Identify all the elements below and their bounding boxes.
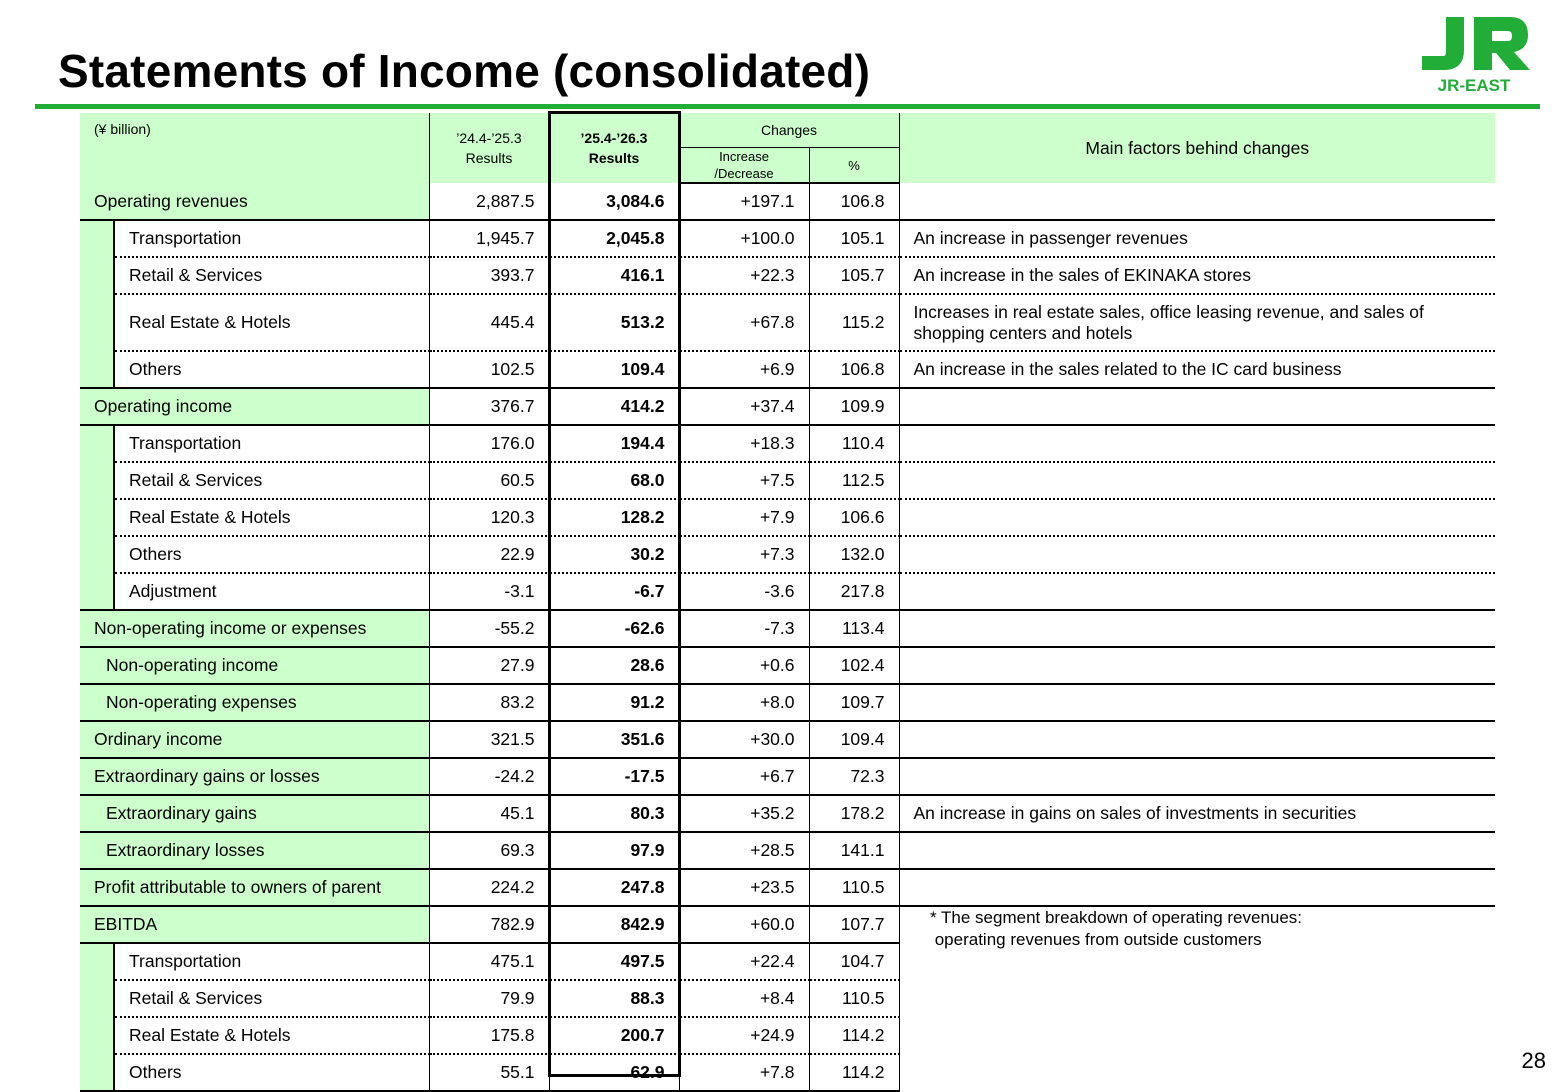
table-row (80, 684, 1495, 721)
change-cell: +18.3 (679, 425, 809, 462)
table-row (80, 758, 1495, 795)
factor-cell (899, 499, 1495, 536)
percent-cell: 109.4 (809, 721, 899, 758)
indent-spacer (80, 257, 114, 294)
percent-cell: 106.6 (809, 499, 899, 536)
prev-results-cell: 176.0 (429, 425, 549, 462)
current-results-cell: 416.1 (549, 257, 679, 294)
indent-spacer (80, 425, 114, 462)
row-label: Profit attributable to owners of parent (80, 869, 429, 906)
prev-results-cell: 22.9 (429, 536, 549, 573)
change-cell: +35.2 (679, 795, 809, 832)
percent-cell: 106.8 (809, 183, 899, 220)
factor-cell (899, 1054, 1495, 1091)
factor-cell (899, 536, 1495, 573)
row-label: Operating revenues (80, 183, 429, 220)
row-label: Adjustment (114, 573, 429, 610)
change-cell: +8.4 (679, 980, 809, 1017)
header-increase-decrease: Increase /Decrease (679, 148, 809, 184)
row-label: Real Estate & Hotels (114, 294, 429, 351)
title-underline (35, 104, 1540, 109)
factor-cell (899, 425, 1495, 462)
change-cell: +24.9 (679, 1017, 809, 1054)
factor-cell (899, 610, 1495, 647)
factor-cell: Increases in real estate sales, office leasing revenue, and sales of shopping centers and hotels (899, 294, 1495, 351)
prev-results-cell: 782.9 (429, 906, 549, 943)
logo-text: JR-EAST (1437, 76, 1511, 94)
current-results-cell: 2,045.8 (549, 220, 679, 257)
prev-results-cell: -3.1 (429, 573, 549, 610)
table-row (80, 980, 1495, 1017)
prev-results-cell: 376.7 (429, 388, 549, 425)
change-cell: +197.1 (679, 183, 809, 220)
change-cell: +60.0 (679, 906, 809, 943)
factor-cell (899, 183, 1495, 220)
table-row (80, 573, 1495, 610)
percent-cell: 110.4 (809, 425, 899, 462)
percent-cell: 113.4 (809, 610, 899, 647)
current-results-cell: 128.2 (549, 499, 679, 536)
note-line: operating revenues from outside customers (930, 930, 1262, 949)
header-factors: Main factors behind changes (899, 113, 1495, 183)
current-results-cell: -6.7 (549, 573, 679, 610)
percent-cell: 104.7 (809, 943, 899, 980)
factor-cell (899, 832, 1495, 869)
row-label: Retail & Services (114, 980, 429, 1017)
header-percent: % (809, 148, 899, 184)
percent-cell: 105.1 (809, 220, 899, 257)
table-row (80, 499, 1495, 536)
current-results-cell: 200.7 (549, 1017, 679, 1054)
percent-cell: 107.7 (809, 906, 899, 943)
current-results-cell: 62.9 (549, 1054, 679, 1091)
indent-spacer (80, 573, 114, 610)
jr-east-logo-icon (1418, 14, 1532, 94)
table-row (80, 183, 1495, 220)
current-results-cell: 109.4 (549, 351, 679, 388)
percent-cell: 109.7 (809, 684, 899, 721)
row-label: Real Estate & Hotels (114, 499, 429, 536)
row-label: EBITDA (80, 906, 429, 943)
row-label: Retail & Services (114, 462, 429, 499)
row-label: Retail & Services (114, 257, 429, 294)
jr-east-logo (1418, 14, 1532, 94)
change-cell: +100.0 (679, 220, 809, 257)
change-cell: +7.9 (679, 499, 809, 536)
factor-cell (899, 980, 1495, 1017)
row-label: Transportation (114, 943, 429, 980)
change-cell: +7.8 (679, 1054, 809, 1091)
factor-cell (899, 462, 1495, 499)
factor-cell: An increase in the sales related to the IC card business (899, 351, 1495, 388)
factor-cell (899, 684, 1495, 721)
current-results-cell: 351.6 (549, 721, 679, 758)
change-cell: +8.0 (679, 684, 809, 721)
current-results-cell: 80.3 (549, 795, 679, 832)
row-label: Extraordinary losses (80, 832, 429, 869)
prev-results-cell: -24.2 (429, 758, 549, 795)
indent-spacer (80, 462, 114, 499)
indent-spacer (80, 980, 114, 1017)
unit-label: (¥ billion) (80, 113, 429, 183)
prev-results-cell: 321.5 (429, 721, 549, 758)
header-cur-period: ’25.4-’26.3 Results (549, 113, 679, 183)
indent-spacer (80, 220, 114, 257)
table-row (80, 795, 1495, 832)
percent-cell: 72.3 (809, 758, 899, 795)
table-row (80, 610, 1495, 647)
change-cell: +6.7 (679, 758, 809, 795)
header-changes: Changes (679, 113, 899, 148)
percent-cell: 132.0 (809, 536, 899, 573)
factor-cell: An increase in passenger revenues (899, 220, 1495, 257)
factor-cell (899, 721, 1495, 758)
factor-cell: An increase in gains on sales of investments in securities (899, 795, 1495, 832)
row-label: Transportation (114, 425, 429, 462)
segment-note (930, 907, 1302, 951)
current-results-cell: 247.8 (549, 869, 679, 906)
factor-cell (899, 647, 1495, 684)
prev-results-cell: 69.3 (429, 832, 549, 869)
table-row (80, 220, 1495, 257)
indent-spacer (80, 294, 114, 351)
indent-spacer (80, 351, 114, 388)
note-line: * The segment breakdown of operating revenues: (930, 908, 1303, 927)
change-cell: +7.3 (679, 536, 809, 573)
table-row (80, 1017, 1495, 1054)
page-number: 28 (1521, 1048, 1546, 1073)
current-results-cell: 91.2 (549, 684, 679, 721)
row-label: Non-operating income or expenses (80, 610, 429, 647)
row-label: Transportation (114, 220, 429, 257)
prev-results-cell: 55.1 (429, 1054, 549, 1091)
percent-cell: 110.5 (809, 869, 899, 906)
percent-cell: 114.2 (809, 1054, 899, 1091)
percent-cell: 106.8 (809, 351, 899, 388)
change-cell: +37.4 (679, 388, 809, 425)
prev-results-cell: 2,887.5 (429, 183, 549, 220)
factor-cell (899, 388, 1495, 425)
indent-spacer (80, 1017, 114, 1054)
row-label: Others (114, 351, 429, 388)
table-row (80, 869, 1495, 906)
page-title: Statements of Income (consolidated) (58, 45, 871, 97)
change-cell: +22.3 (679, 257, 809, 294)
row-label: Non-operating expenses (80, 684, 429, 721)
current-results-cell: -17.5 (549, 758, 679, 795)
change-cell: -7.3 (679, 610, 809, 647)
prev-results-cell: 120.3 (429, 499, 549, 536)
current-results-cell: 97.9 (549, 832, 679, 869)
percent-cell: 141.1 (809, 832, 899, 869)
prev-results-cell: 393.7 (429, 257, 549, 294)
prev-results-cell: -55.2 (429, 610, 549, 647)
table-row (80, 536, 1495, 573)
table-row (80, 257, 1495, 294)
prev-results-cell: 224.2 (429, 869, 549, 906)
row-label: Non-operating income (80, 647, 429, 684)
change-cell: +23.5 (679, 869, 809, 906)
current-results-cell: 497.5 (549, 943, 679, 980)
factor-cell: An increase in the sales of EKINAKA stores (899, 257, 1495, 294)
current-results-cell: 88.3 (549, 980, 679, 1017)
prev-results-cell: 45.1 (429, 795, 549, 832)
change-cell: +22.4 (679, 943, 809, 980)
change-cell: +67.8 (679, 294, 809, 351)
current-results-cell: 30.2 (549, 536, 679, 573)
factor-cell (899, 1017, 1495, 1054)
prev-results-cell: 1,945.7 (429, 220, 549, 257)
percent-cell: 114.2 (809, 1017, 899, 1054)
change-cell: -3.6 (679, 573, 809, 610)
table-row (80, 647, 1495, 684)
percent-cell: 217.8 (809, 573, 899, 610)
percent-cell: 110.5 (809, 980, 899, 1017)
percent-cell: 102.4 (809, 647, 899, 684)
current-results-cell: 28.6 (549, 647, 679, 684)
current-results-cell: 194.4 (549, 425, 679, 462)
prev-results-cell: 175.8 (429, 1017, 549, 1054)
indent-spacer (80, 943, 114, 980)
row-label: Real Estate & Hotels (114, 1017, 429, 1054)
factor-cell (899, 869, 1495, 906)
row-label: Extraordinary gains or losses (80, 758, 429, 795)
factor-cell (899, 758, 1495, 795)
row-label: Extraordinary gains (80, 795, 429, 832)
change-cell: +7.5 (679, 462, 809, 499)
table-row (80, 351, 1495, 388)
row-label: Operating income (80, 388, 429, 425)
current-results-cell: 68.0 (549, 462, 679, 499)
row-label: Others (114, 536, 429, 573)
table-row (80, 294, 1495, 351)
table-row (80, 462, 1495, 499)
table-row (80, 832, 1495, 869)
change-cell: +0.6 (679, 647, 809, 684)
percent-cell: 112.5 (809, 462, 899, 499)
current-results-cell: 414.2 (549, 388, 679, 425)
table-row (80, 721, 1495, 758)
indent-spacer (80, 499, 114, 536)
current-results-cell: 3,084.6 (549, 183, 679, 220)
change-cell: +28.5 (679, 832, 809, 869)
row-label: Others (114, 1054, 429, 1091)
prev-results-cell: 79.9 (429, 980, 549, 1017)
row-label: Ordinary income (80, 721, 429, 758)
prev-results-cell: 60.5 (429, 462, 549, 499)
change-cell: +6.9 (679, 351, 809, 388)
percent-cell: 109.9 (809, 388, 899, 425)
prev-results-cell: 27.9 (429, 647, 549, 684)
percent-cell: 105.7 (809, 257, 899, 294)
table-row (80, 1054, 1495, 1091)
current-results-cell: 842.9 (549, 906, 679, 943)
indent-spacer (80, 536, 114, 573)
header-prev-period: ’24.4-’25.3 Results (429, 113, 549, 183)
percent-cell: 115.2 (809, 294, 899, 351)
prev-results-cell: 445.4 (429, 294, 549, 351)
current-results-cell: 513.2 (549, 294, 679, 351)
table-row (80, 425, 1495, 462)
change-cell: +30.0 (679, 721, 809, 758)
indent-spacer (80, 1054, 114, 1091)
prev-results-cell: 102.5 (429, 351, 549, 388)
prev-results-cell: 83.2 (429, 684, 549, 721)
factor-cell (899, 573, 1495, 610)
current-results-cell: -62.6 (549, 610, 679, 647)
prev-results-cell: 475.1 (429, 943, 549, 980)
table-row (80, 388, 1495, 425)
percent-cell: 178.2 (809, 795, 899, 832)
